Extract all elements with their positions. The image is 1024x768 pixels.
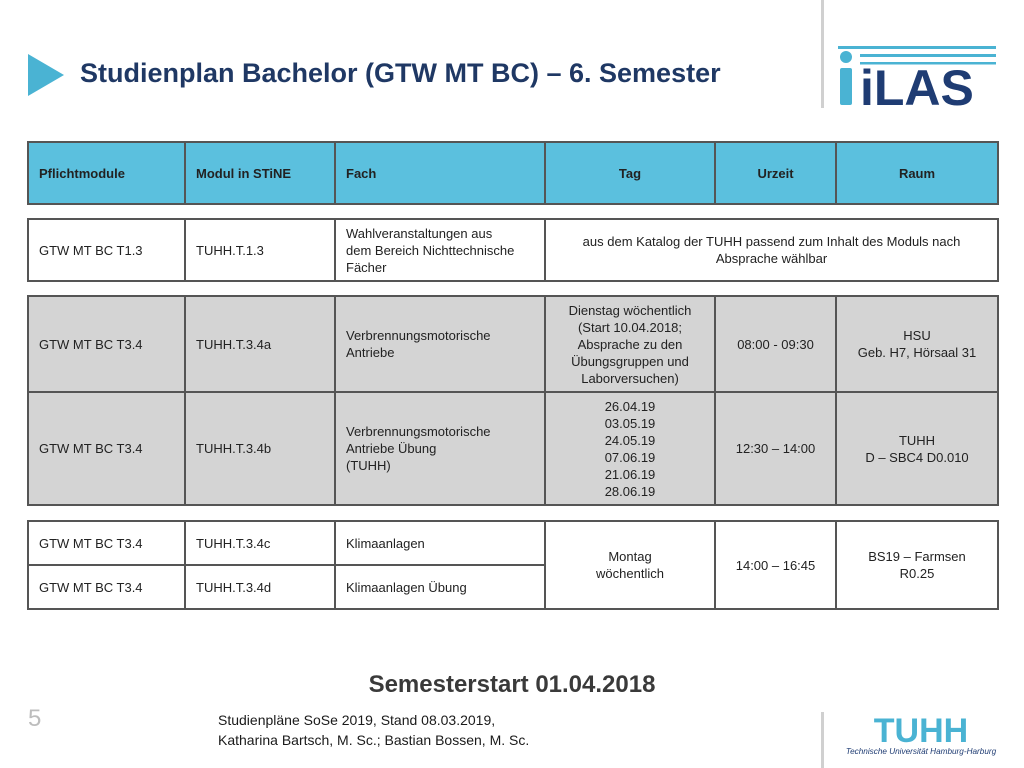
cell-raum: BS19 – Farmsen R0.25 xyxy=(836,521,998,609)
page-title: Studienplan Bachelor (GTW MT BC) – 6. Semester xyxy=(80,58,721,88)
table-header xyxy=(27,141,999,205)
footer-line-1: Studienpläne SoSe 2019, Stand 08.03.2019, xyxy=(218,712,496,728)
tuhh-logo-text: TUHH xyxy=(873,712,969,750)
col-header-modul-stine: Modul in STiNE xyxy=(185,142,335,204)
col-header-raum: Raum xyxy=(836,142,998,204)
cell-modul: GTW MT BC T3.4 xyxy=(28,296,185,392)
divider-bottom xyxy=(821,712,824,768)
cell-fach: Klimaanlagen Übung xyxy=(335,565,545,609)
table-row xyxy=(28,219,998,281)
footer-line-2: Katharina Bartsch, M. Sc.; Bastian Bossen, M. Sc. xyxy=(218,732,530,748)
cell-stine: TUHH.T.3.4d xyxy=(185,565,335,609)
cell-zeit: 14:00 – 16:45 xyxy=(715,521,836,609)
title-arrow-icon xyxy=(28,54,64,96)
cell-stine: TUHH.T.3.4a xyxy=(185,296,335,392)
cell-modul: GTW MT BC T3.4 xyxy=(28,521,185,565)
table-row xyxy=(28,521,998,565)
col-header-urzeit: Urzeit xyxy=(715,142,836,204)
cell-stine: TUHH.T.3.4c xyxy=(185,521,335,565)
table-block-1 xyxy=(27,218,999,282)
cell-raum: HSU Geb. H7, Hörsaal 31 xyxy=(836,296,998,392)
cell-fach: Wahlveranstaltungen aus dem Bereich Nichttechnische Fächer xyxy=(335,219,545,281)
col-header-tag: Tag xyxy=(545,142,715,204)
cell-stine: TUHH.T.3.4b xyxy=(185,392,335,505)
cell-tag: Montag wöchentlich xyxy=(545,521,715,609)
cell-tag: Dienstag wöchentlich (Start 10.04.2018; Absprache zu den Übungsgruppen und Laborversuchen) xyxy=(545,296,715,392)
divider-top xyxy=(821,0,824,108)
cell-zeit: 08:00 - 09:30 xyxy=(715,296,836,392)
tuhh-logo xyxy=(844,712,998,758)
cell-fach: Verbrennungsmotorische Antriebe xyxy=(335,296,545,392)
cell-raum: TUHH D – SBC4 D0.010 xyxy=(836,392,998,505)
cell-fach: Verbrennungsmotorische Antriebe Übung (TUHH) xyxy=(335,392,545,505)
cell-info: aus dem Katalog der TUHH passend zum Inhalt des Moduls nach Absprache wählbar xyxy=(545,219,998,281)
cell-stine: TUHH.T.1.3 xyxy=(185,219,335,281)
table-row xyxy=(28,296,998,392)
tuhh-logo-subtitle: Technische Universität Hamburg-Harburg xyxy=(845,747,997,756)
semester-start: Semesterstart 01.04.2018 xyxy=(368,671,656,698)
col-header-pflichtmodule: Pflichtmodule xyxy=(28,142,185,204)
page-number: 5 xyxy=(28,705,42,732)
cell-fach: Klimaanlagen xyxy=(335,521,545,565)
cell-modul: GTW MT BC T3.4 xyxy=(28,392,185,505)
ilas-logo xyxy=(838,44,998,108)
cell-tag: 26.04.19 03.05.19 24.05.19 07.06.19 21.06.19 28.06.19 xyxy=(545,392,715,505)
cell-modul: GTW MT BC T1.3 xyxy=(28,219,185,281)
cell-zeit: 12:30 – 14:00 xyxy=(715,392,836,505)
cell-modul: GTW MT BC T3.4 xyxy=(28,565,185,609)
col-header-fach: Fach xyxy=(335,142,545,204)
ilas-logo-text: iLAS xyxy=(860,60,974,108)
table-block-3 xyxy=(27,520,999,610)
table-row xyxy=(28,392,998,505)
table-block-2 xyxy=(27,295,999,506)
